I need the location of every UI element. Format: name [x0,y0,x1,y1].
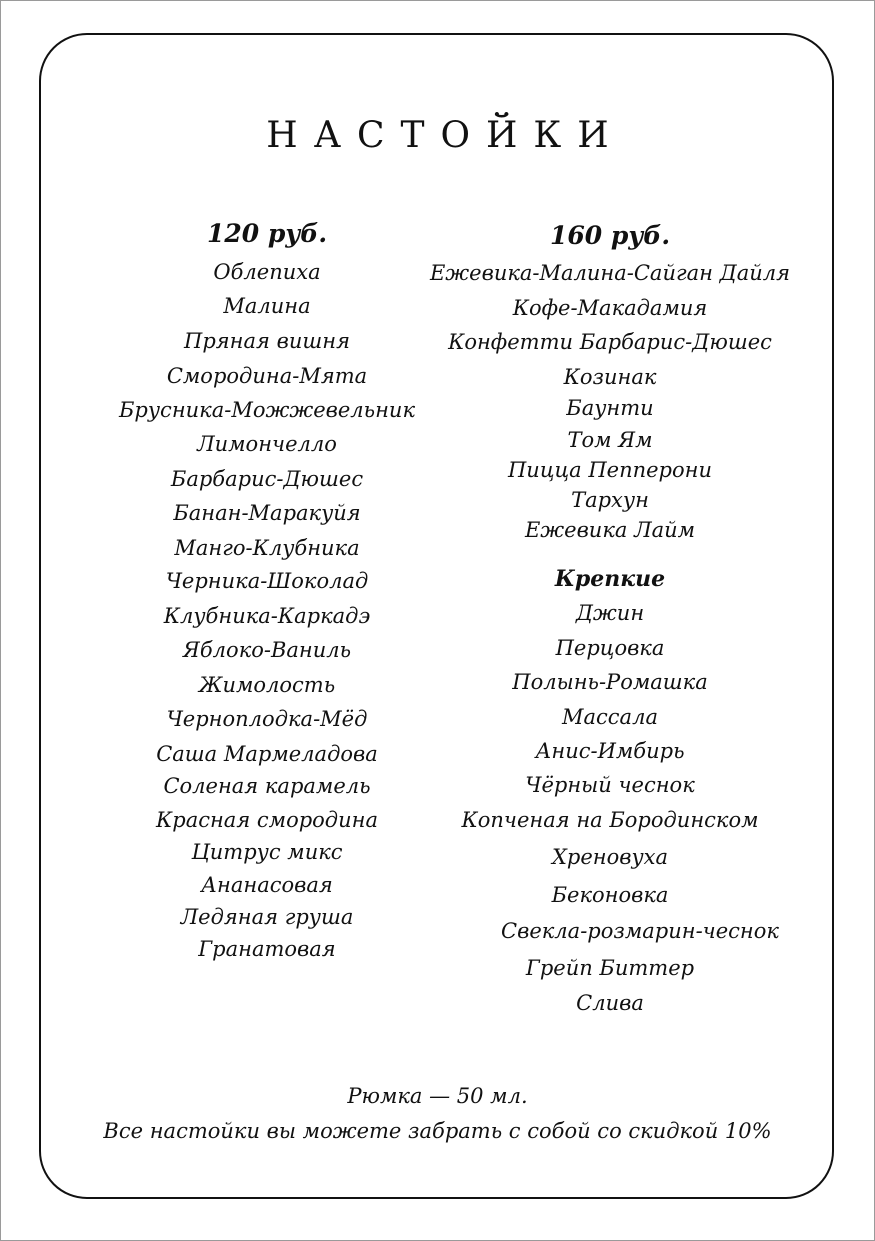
list-item: Массала [562,705,658,729]
list-item: Кофе-Макадамия [512,296,708,320]
list-item: Ананасовая [201,873,333,897]
list-item: Пицца Пепперони [507,458,712,482]
list-item: Джин [575,601,645,625]
list-item: Цитрус микс [191,840,343,864]
list-item: Черноплодка-Мёд [166,707,368,731]
list-item: Яблоко-Ваниль [182,638,352,662]
list-item: Козинак [563,365,657,389]
list-item: Анис-Имбирь [535,739,685,763]
list-item: Смородина-Мята [166,364,368,388]
list-item: Брусника-Можжевельник [119,398,415,422]
list-item: Беконовка [551,883,669,907]
list-item: Хреновуха [551,845,669,869]
takeaway-discount-note: Все настойки вы можете забрать с собой со скидкой 10% [103,1119,772,1143]
price-heading-120: 120 руб. [206,219,328,248]
list-item: Тархун [571,488,649,512]
list-item: Жимолость [198,673,336,697]
list-item: Ледяная груша [180,905,354,929]
list-item: Конфетти Барбарис-Дюшес [448,330,772,354]
list-item: Ежевика Лайм [524,518,696,542]
list-item: Перцовка [555,636,665,660]
serving-size-note: Рюмка — 50 мл. [347,1084,528,1108]
menu-title: НАСТОЙКИ [266,115,625,156]
list-item: Красная смородина [156,808,378,832]
list-item: Том Ям [567,428,653,452]
list-item: Пряная вишня [184,329,350,353]
list-item: Манго-Клубника [174,536,360,560]
list-item: Свекла-розмарин-чеснок [501,919,779,943]
strong-heading: Крепкие [554,566,666,592]
list-item: Слива [576,991,644,1015]
list-item: Саша Мармеладова [156,742,378,766]
list-item: Полынь-Ромашка [512,670,708,694]
list-item: Клубника-Каркадэ [163,604,371,628]
list-item: Баунти [566,396,654,420]
list-item: Черника-Шоколад [165,569,369,593]
list-item: Гранатовая [198,937,336,961]
list-item: Соленая карамель [163,774,371,798]
list-item: Чёрный чеснок [525,773,695,797]
list-item: Ежевика-Малина-Сайган Дайля [429,261,791,285]
list-item: Лимончелло [197,432,337,456]
list-item: Барбарис-Дюшес [170,467,364,491]
list-item: Копченая на Бородинском [461,808,759,832]
price-heading-160: 160 руб. [549,221,671,250]
list-item: Малина [223,294,311,318]
list-item: Грейп Биттер [525,956,695,980]
list-item: Банан-Маракуйя [173,501,361,525]
list-item: Облепиха [213,260,321,284]
